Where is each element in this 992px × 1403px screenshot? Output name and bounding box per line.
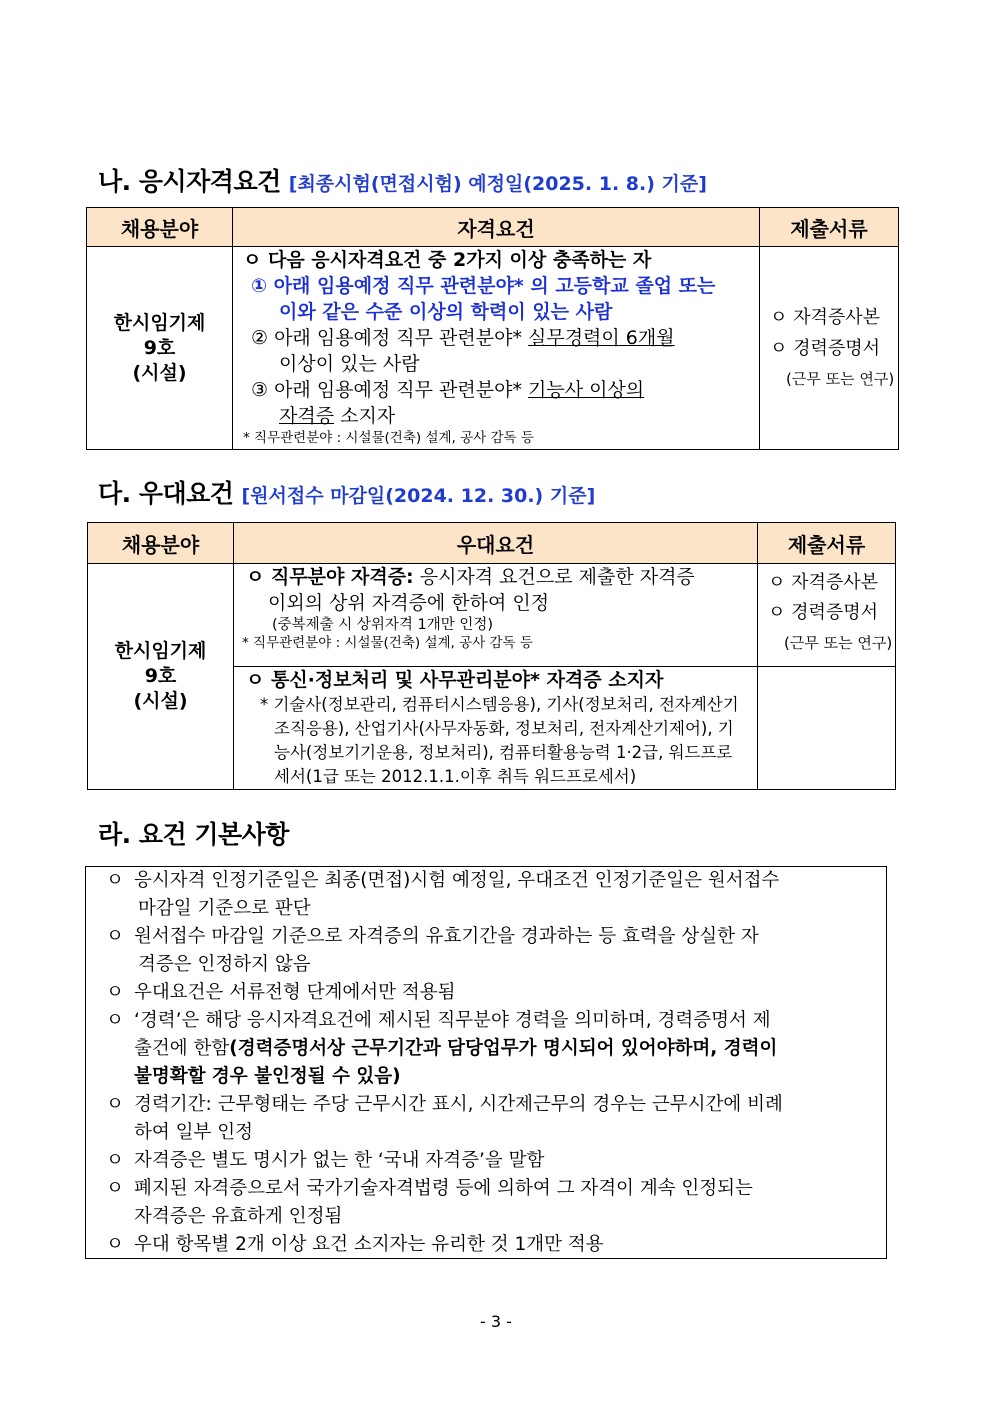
item2-underlined: 실무경력이 6개월 [527,327,675,349]
field-line: 한시임기제 [114,640,207,662]
pref1-text: 응시자격 요건으로 제출한 자격증 [413,566,695,588]
preference-row-1 [234,564,758,667]
section-na-title: 나. 응시자격요건 [98,167,281,196]
pref2-line: 세서(1급 또는 2012.1.1.이후 취득 워드프로세서) [274,767,637,786]
header-requirements: 자격요건 [233,208,760,247]
item3-underlined-2: 자격증 [279,405,335,427]
item-text: 경력기간: 근무형태는 주당 근무시간 표시, 시간제근무의 경우는 근무시간에 비례 [134,1094,783,1115]
bullet: ㅇ [106,870,124,891]
bullet: ㅇ [106,1010,124,1031]
header-preference: 우대요건 [234,523,758,564]
pref2-line: 능사(정보기기운용, 정보처리), 컴퓨터활용능력 1·2급, 워드프로 [274,743,733,762]
field-cell [87,247,233,450]
basic-item [86,1091,886,1119]
section-ra-title: 라. 요건 기본사항 [98,820,289,849]
item-text: 우대요건은 서류전형 단계에서만 적용됨 [134,982,456,1003]
field-line: (시설) [133,690,188,712]
preference-table [87,522,896,790]
basic-item [86,1147,886,1175]
qualification-table [86,207,899,450]
pref1-line-2: 이외의 상위 자격증에 한하여 인정 [268,592,550,614]
basic-item-cont: 마감일 기준으로 판단 [138,898,311,919]
item-bold: (경력증명서상 근무기간과 담당업무가 명시되어 있어야하며, 경력이 [229,1038,778,1059]
section-da-heading [98,474,595,510]
requirement-item-2 [243,325,759,351]
basic-requirements-box [85,866,887,1259]
requirement-item-2-cont: 이상이 있는 사람 [279,353,420,375]
doc-item: ㅇ 경력증명서 [770,337,881,359]
item-text: 자격증은 별도 명시가 없는 한 ‘국내 자격증’을 말함 [134,1150,545,1171]
requirement-item-3-cont [243,403,759,429]
header-field: 채용분야 [87,208,233,247]
item-text: 폐지된 자격증으로서 국가기술자격법령 등에 의하여 그 자격이 계속 인정되는 [134,1178,753,1199]
item3-underlined: 기능사 이상의 [527,379,645,401]
requirements-cell [233,247,760,450]
basic-item-cont: 격증은 인정하지 않음 [138,954,311,975]
pref2-line: 조직응용), 산업기사(사무자동화, 정보처리, 전자계산기제어), 기 [274,719,734,738]
bullet: ㅇ [106,1178,124,1199]
basic-item-cont: 불명확할 경우 불인정될 수 있음) [134,1066,401,1087]
documents-cell [758,564,896,667]
item2-prefix: ② 아래 임용예정 직무 관련분야* [251,327,528,349]
basic-item-cont: 자격증은 유효하게 인정됨 [134,1206,343,1227]
section-ra-heading [98,815,289,851]
field-cell [88,564,234,790]
section-na-subtitle: [최종시험(면접시험) 예정일(2025. 1. 8.) 기준] [288,173,707,195]
item-text: 응시자격 인정기준일은 최종(면접)시험 예정일, 우대조건 인정기준일은 원서접수 [134,870,780,891]
doc-item: ㅇ 자격증사본 [768,572,879,593]
field-line: (시설) [132,361,187,384]
preference-row-2 [234,667,758,790]
basic-item [86,979,886,1007]
pref1-note: (중복제출 시 상위자격 1개만 인정) [272,617,494,633]
section-da-title: 다. 우대요건 [98,479,234,508]
header-documents: 제출서류 [758,523,896,564]
field-line: 한시임기제 [113,311,206,334]
bullet: ㅇ [106,1150,124,1171]
pref1-footnote: * 직무관련분야 : 시설물(건축) 설계, 공사 감독 등 [242,635,533,651]
basic-item [86,1007,886,1035]
item3-prefix: ③ 아래 임용예정 직무 관련분야* [251,379,528,401]
pref2-line: * 기술사(정보관리, 컴퓨터시스템응용), 기사(정보처리, 전자계산기 [260,695,739,714]
bullet: ㅇ [106,1094,124,1115]
basic-item-cont [86,1035,886,1063]
requirement-item-1: ① 아래 임용예정 직무 관련분야* 의 고등학교 졸업 또는 [251,275,716,297]
item-text: 원서접수 마감일 기준으로 자격증의 유효기간을 경과하는 등 효력을 상실한 자 [134,926,759,947]
pref2-heading: ㅇ 통신·정보처리 및 사무관리분야* 자격증 소지자 [246,669,664,691]
doc-note: (근무 또는 연구) [784,634,893,652]
header-documents: 제출서류 [760,208,899,247]
requirement-item-1-cont: 이와 같은 수준 이상의 학력이 있는 사람 [279,301,613,323]
field-line: 9호 [143,336,176,359]
page-number: - 3 - [480,1312,512,1331]
doc-item: ㅇ 경력증명서 [768,602,879,623]
doc-item: ㅇ 자격증사본 [770,306,881,328]
section-na-heading [98,162,707,198]
doc-note: (근무 또는 연구) [786,369,895,388]
basic-item [86,923,886,951]
requirement-footnote: * 직무관련분야 : 시설물(건축) 설계, 공사 감독 등 [243,430,534,446]
item3-suffix: 소지자 [334,405,396,427]
empty-documents-cell [758,667,896,790]
requirement-lead: ㅇ 다음 응시자격요건 중 2가지 이상 충족하는 자 [243,249,652,271]
bullet: ㅇ [106,982,124,1003]
item-text: 출건에 한함 [134,1038,230,1059]
basic-item-cont: 하여 일부 인정 [134,1122,253,1143]
requirement-item-3 [243,377,759,403]
documents-cell [760,247,899,450]
basic-item [86,867,886,895]
section-da-subtitle: [원서접수 마감일(2024. 12. 30.) 기준] [241,485,596,507]
item-text: 우대 항목별 2개 이상 요건 소지자는 유리한 것 1개만 적용 [134,1234,604,1255]
item-text: ‘경력’은 해당 응시자격요건에 제시된 직무분야 경력을 의미하며, 경력증명서 제 [134,1010,771,1031]
header-field: 채용분야 [88,523,234,564]
basic-item [86,1231,886,1259]
pref1-bold: ㅇ 직무분야 자격증: [246,566,414,588]
bullet: ㅇ [106,1234,124,1255]
field-line: 9호 [144,665,177,687]
bullet: ㅇ [106,926,124,947]
basic-item [86,1175,886,1203]
pref1-line [242,564,757,590]
